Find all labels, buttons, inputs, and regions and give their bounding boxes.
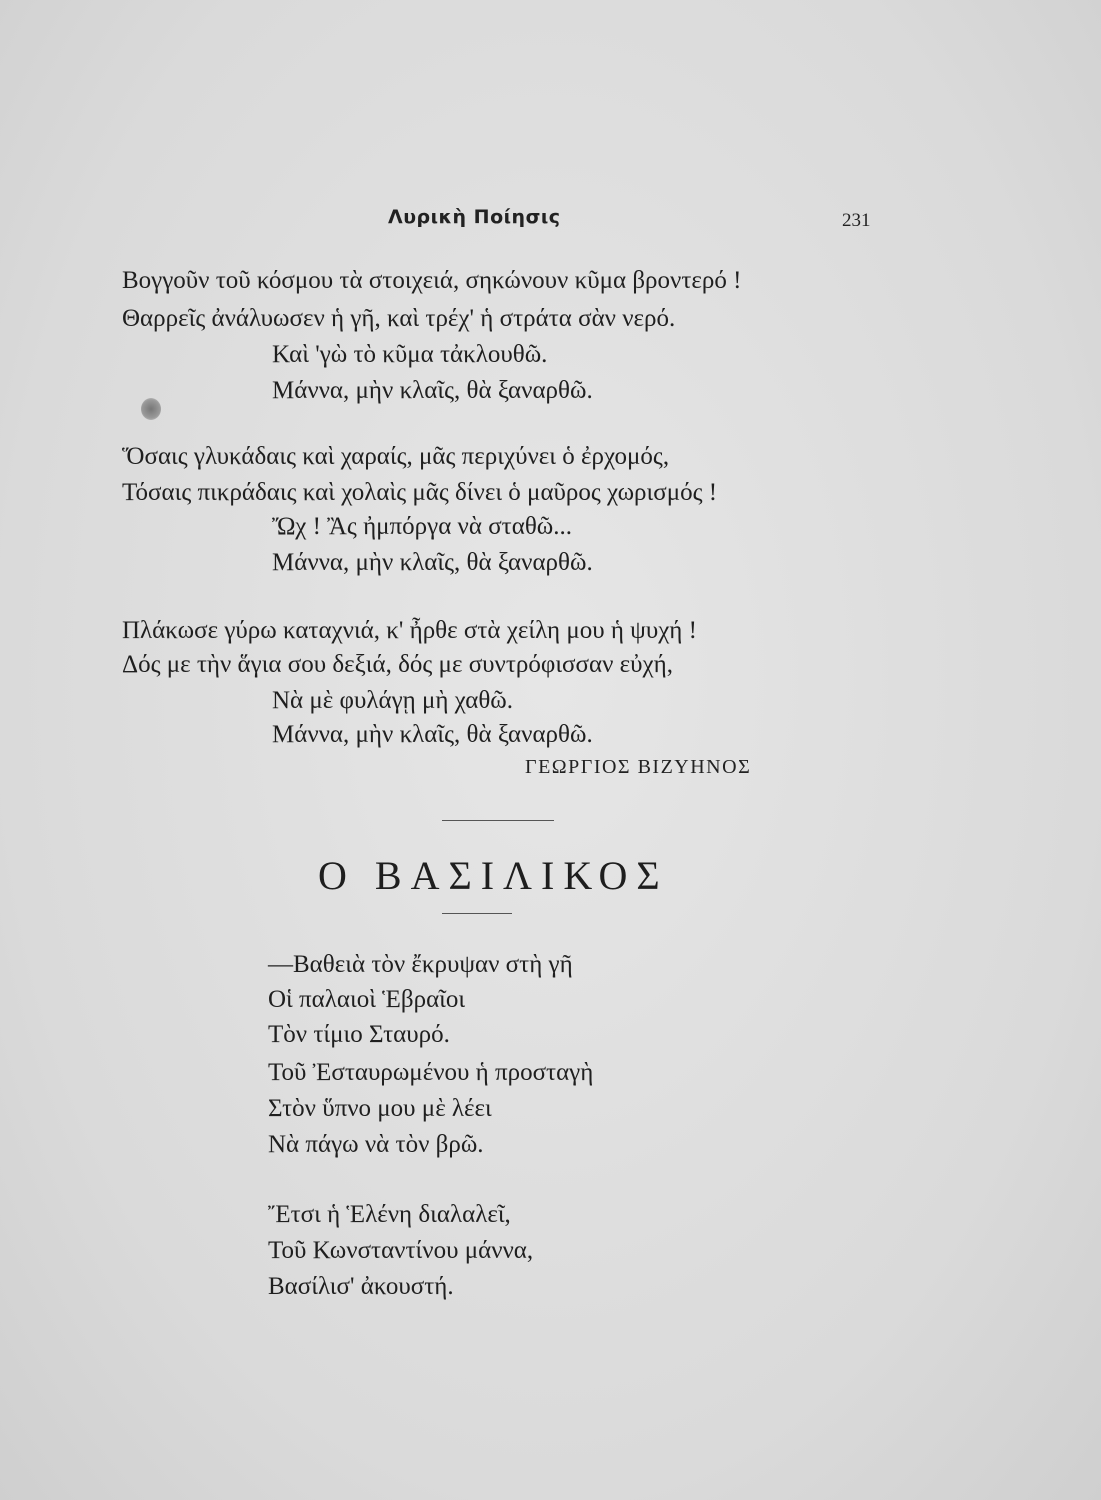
poem-line: Τοῦ Κωνσταντίνου μάννα, (268, 1237, 534, 1264)
poem-line: Νὰ πάγω νὰ τὸν βρῶ. (268, 1131, 484, 1158)
poem-line: Στὸν ὕπνο μου μὲ λέει (268, 1095, 492, 1122)
poem-line: Ὤχ ! Ἂς ἠμπόργα νὰ σταθῶ... (272, 513, 572, 540)
poem-line: Θαρρεῖς ἀνάλυωσεν ἡ γῆ, καὶ τρέχ' ἡ στράτα σὰν νερό. (122, 305, 676, 332)
poem-author: ΓΕΩΡΓΙΟΣ ΒΙΖΥΗΝΟΣ (525, 756, 752, 778)
poem-line: Ἔτσι ἡ Ἑλένη διαλαλεῖ, (268, 1201, 511, 1228)
poem-line: Ὅσαις γλυκάδαις καὶ χαραίς, μᾶς περιχύνει ὁ ἐρχομός, (122, 443, 670, 470)
poem-line: Νὰ μὲ φυλάγῃ μὴ χαθῶ. (272, 687, 514, 714)
poem-line: Πλάκωσε γύρω καταχνιά, κ' ἦρθε στὰ χείλη μου ἡ ψυχή ! (122, 617, 697, 644)
ink-stain-mark (141, 398, 161, 420)
running-header-title: Λυρικὴ Ποίησις (388, 206, 561, 228)
poem-line: Οἱ παλαιοὶ Ἑβραῖοι (268, 986, 466, 1013)
title-underline (442, 913, 512, 914)
poem-line: Βασίλισ' ἀκουστή. (268, 1273, 454, 1300)
poem-line: Καὶ 'γὼ τὸ κῦμα τἀκλουθῶ. (272, 341, 548, 368)
poem-line: Δός με τὴν ἅγια σου δεξιά, δός με συντρόφισσαν εὐχή, (122, 651, 673, 678)
poem-title: Ο ΒΑΣΙΛΙΚΟΣ (318, 853, 669, 898)
poem-line: Τὸν τίμιο Σταυρό. (268, 1021, 450, 1048)
poem-line: Τοῦ Ἐσταυρωμένου ἡ προσταγὴ (268, 1059, 594, 1086)
poem-line: Τόσαις πικράδαις καὶ χολαὶς μᾶς δίνει ὁ μαῦρος χωρισμός ! (122, 479, 718, 506)
page-number: 231 (842, 210, 871, 231)
poem-line-refrain: Μάννα, μὴν κλαῖς, θὰ ξαναρθῶ. (272, 377, 593, 404)
poem-line-refrain: Μάννα, μὴν κλαῖς, θὰ ξαναρθῶ. (272, 721, 593, 748)
poem-line-refrain: Μάννα, μὴν κλαῖς, θὰ ξαναρθῶ. (272, 549, 593, 576)
section-divider (442, 820, 554, 821)
poem-line: —Βαθειὰ τὸν ἔκρυψαν στὴ γῆ (268, 951, 573, 978)
poem-line: Βογγοῦν τοῦ κόσμου τὰ στοιχειά, σηκώνουν κῦμα βροντερό ! (122, 267, 742, 294)
